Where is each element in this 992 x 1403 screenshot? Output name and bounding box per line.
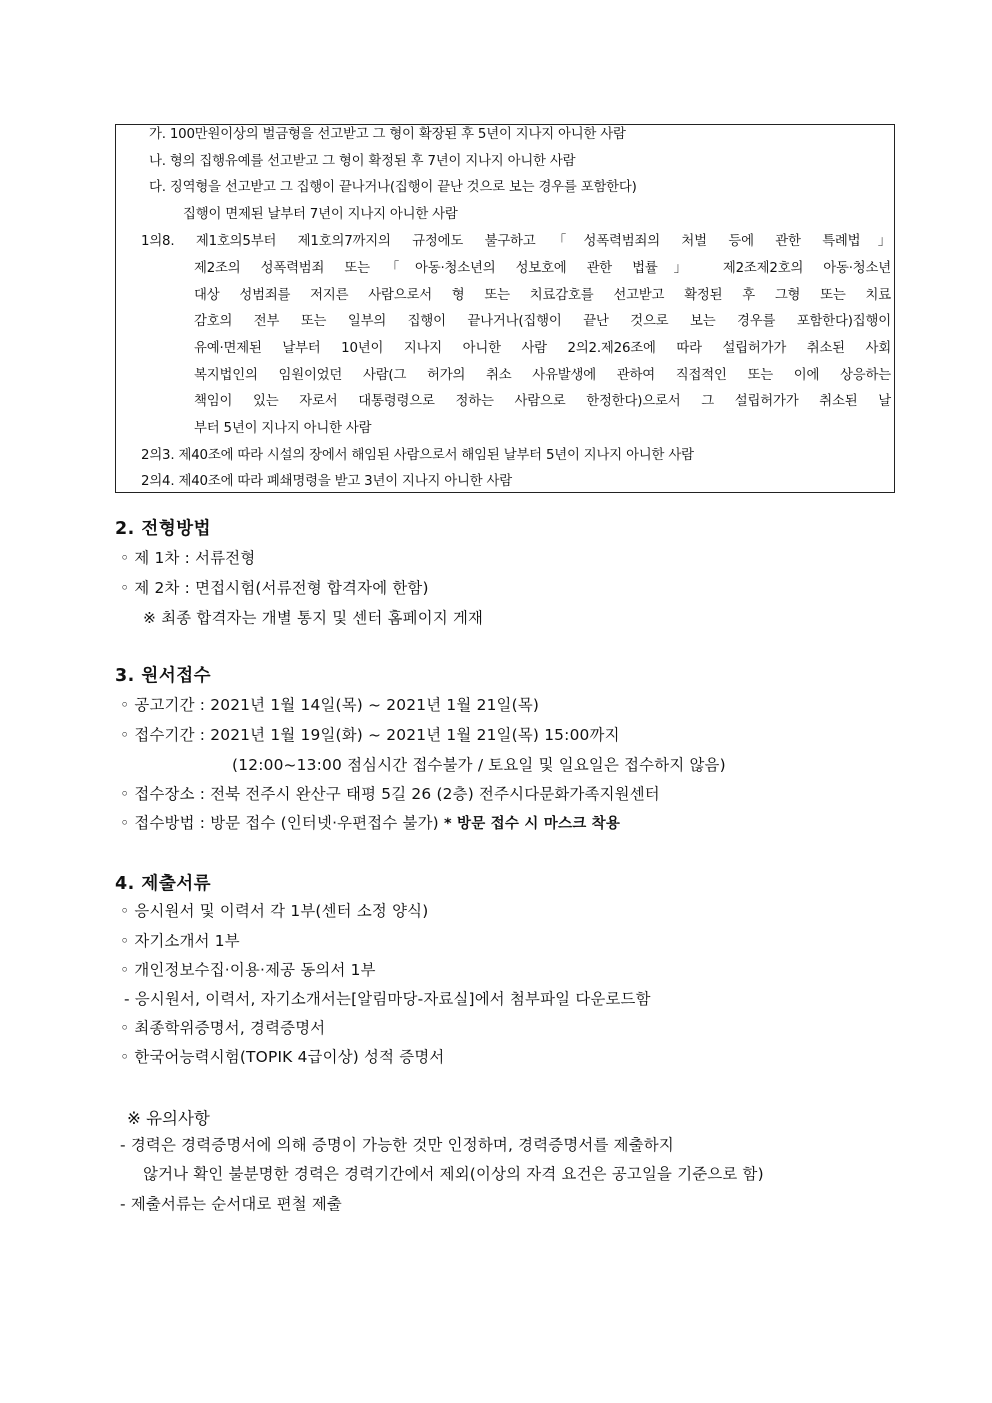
clause-na: 나. 형의 집행유예를 선고받고 그 형이 확정된 후 7년이 지나지 아니한 사람 — [149, 154, 576, 169]
sec4-item-2: ◦ 자기소개서 1부 — [120, 932, 240, 950]
sec3-method-mask-note: * 방문 접수 시 마스크 착용 — [443, 816, 621, 832]
sec4-item-3: ◦ 개인정보수집·이용·제공 동의서 1부 — [120, 961, 376, 979]
section-3-heading: 3. 원서접수 — [115, 666, 212, 686]
sec2-item-2: ◦ 제 2차 : 면접시험(서류전형 합격자에 한함) — [120, 579, 429, 597]
sec3-place: ◦ 접수장소 : 전북 전주시 완산구 태평 5길 26 (2층) 전주시다문화가족지원센터 — [120, 785, 660, 803]
section-2-heading: 2. 전형방법 — [115, 519, 212, 539]
sec3-period: ◦ 공고기간 : 2021년 1월 14일(목) ~ 2021년 1월 21일(목) — [120, 696, 540, 714]
clause-1-8-line6: 복지법인의 임원이었던 사람(그 허가의 취소 사유발생에 관하여 직접적인 또는 이에 상응하는 — [194, 368, 891, 383]
clause-2-4: 2의4. 제40조에 따라 폐쇄명령을 받고 3년이 지나지 아니한 사람 — [141, 474, 513, 489]
notes-line-3: - 제출서류는 순서대로 편철 제출 — [120, 1195, 342, 1213]
notes-line-2: 않거나 확인 불분명한 경력은 경력기간에서 제외(이상의 자격 요건은 공고일을 기준으로 함) — [143, 1165, 764, 1183]
sec4-item-6: ◦ 한국어능력시험(TOPIK 4급이상) 성적 증명서 — [120, 1048, 445, 1066]
clause-1-8-line1: 1의8. 제1호의5부터 제1호의7까지의 규정에도 불구하고「성폭력범죄의 처벌 등에 관한 특례법」 — [141, 234, 891, 249]
sec3-method-text: ◦ 접수방법 : 방문 접수 (인터넷·우편접수 불가) — [120, 814, 439, 832]
section-4-heading: 4. 제출서류 — [115, 874, 212, 894]
clause-1-8-line8: 부터 5년이 지나지 아니한 사람 — [194, 421, 372, 436]
sec4-item-1: ◦ 응시원서 및 이력서 각 1부(센터 소정 양식) — [120, 902, 429, 920]
sec3-receipt-note: (12:00~13:00 점심시간 접수불가 / 토요일 및 일요일은 접수하지 않음) — [232, 756, 726, 774]
notes-heading: ※ 유의사항 — [127, 1109, 210, 1128]
sec4-item-4: - 응시원서, 이력서, 자기소개서는[알림마당-자료실]에서 첨부파일 다운로드함 — [124, 990, 651, 1008]
sec4-item-5: ◦ 최종학위증명서, 경력증명서 — [120, 1019, 326, 1037]
clause-da-line2: 집행이 면제된 날부터 7년이 지나지 아니한 사람 — [183, 207, 458, 222]
sec2-note: ※ 최종 합격자는 개별 통지 및 센터 홈페이지 게재 — [143, 609, 484, 627]
clause-1-8-line3: 대상 성범죄를 저지른 사람으로서 형 또는 치료감호를 선고받고 확정된 후 그형 또는 치료 — [194, 288, 891, 303]
sec3-method — [120, 813, 620, 834]
clause-1-8-line4: 감호의 전부 또는 일부의 집행이 끝나거나(집행이 끝난 것으로 보는 경우를 포함한다)집행이 — [194, 314, 891, 329]
sec3-receipt: ◦ 접수기간 : 2021년 1월 19일(화) ~ 2021년 1월 21일(목) 15:00까지 — [120, 726, 620, 744]
notes-line-1: - 경력은 경력증명서에 의해 증명이 가능한 것만 인정하며, 경력증명서를 제출하지 — [120, 1136, 674, 1154]
clause-da-line1: 다. 징역형을 선고받고 그 집행이 끝나거나(집행이 끝난 것으로 보는 경우를 포함한다) — [149, 180, 637, 195]
sec2-item-1: ◦ 제 1차 : 서류전형 — [120, 549, 256, 567]
disqualification-box — [115, 124, 895, 493]
clause-ga: 가. 100만원이상의 벌금형을 선고받고 그 형이 확장된 후 5년이 지나지 아니한 사람 — [149, 127, 626, 142]
clause-1-8-line2: 제2조의 성폭력범죄 또는「아동·청소년의 성보호에 관한 법률」 제2조제2호의 아동·청소년 — [194, 261, 891, 276]
clause-1-8-line5: 유예·면제된 날부터 10년이 지나지 아니한 사람 2의2.제26조에 따라 설립허가가 취소된 사회 — [194, 341, 891, 356]
clause-2-3: 2의3. 제40조에 따라 시설의 장에서 해임된 사람으로서 해임된 날부터 5년이 지나지 아니한 사람 — [141, 448, 694, 463]
clause-1-8-line7: 책임이 있는 자로서 대통령령으로 정하는 사람으로 한정한다)으로서 그 설립허가가 취소된 날 — [194, 394, 891, 409]
